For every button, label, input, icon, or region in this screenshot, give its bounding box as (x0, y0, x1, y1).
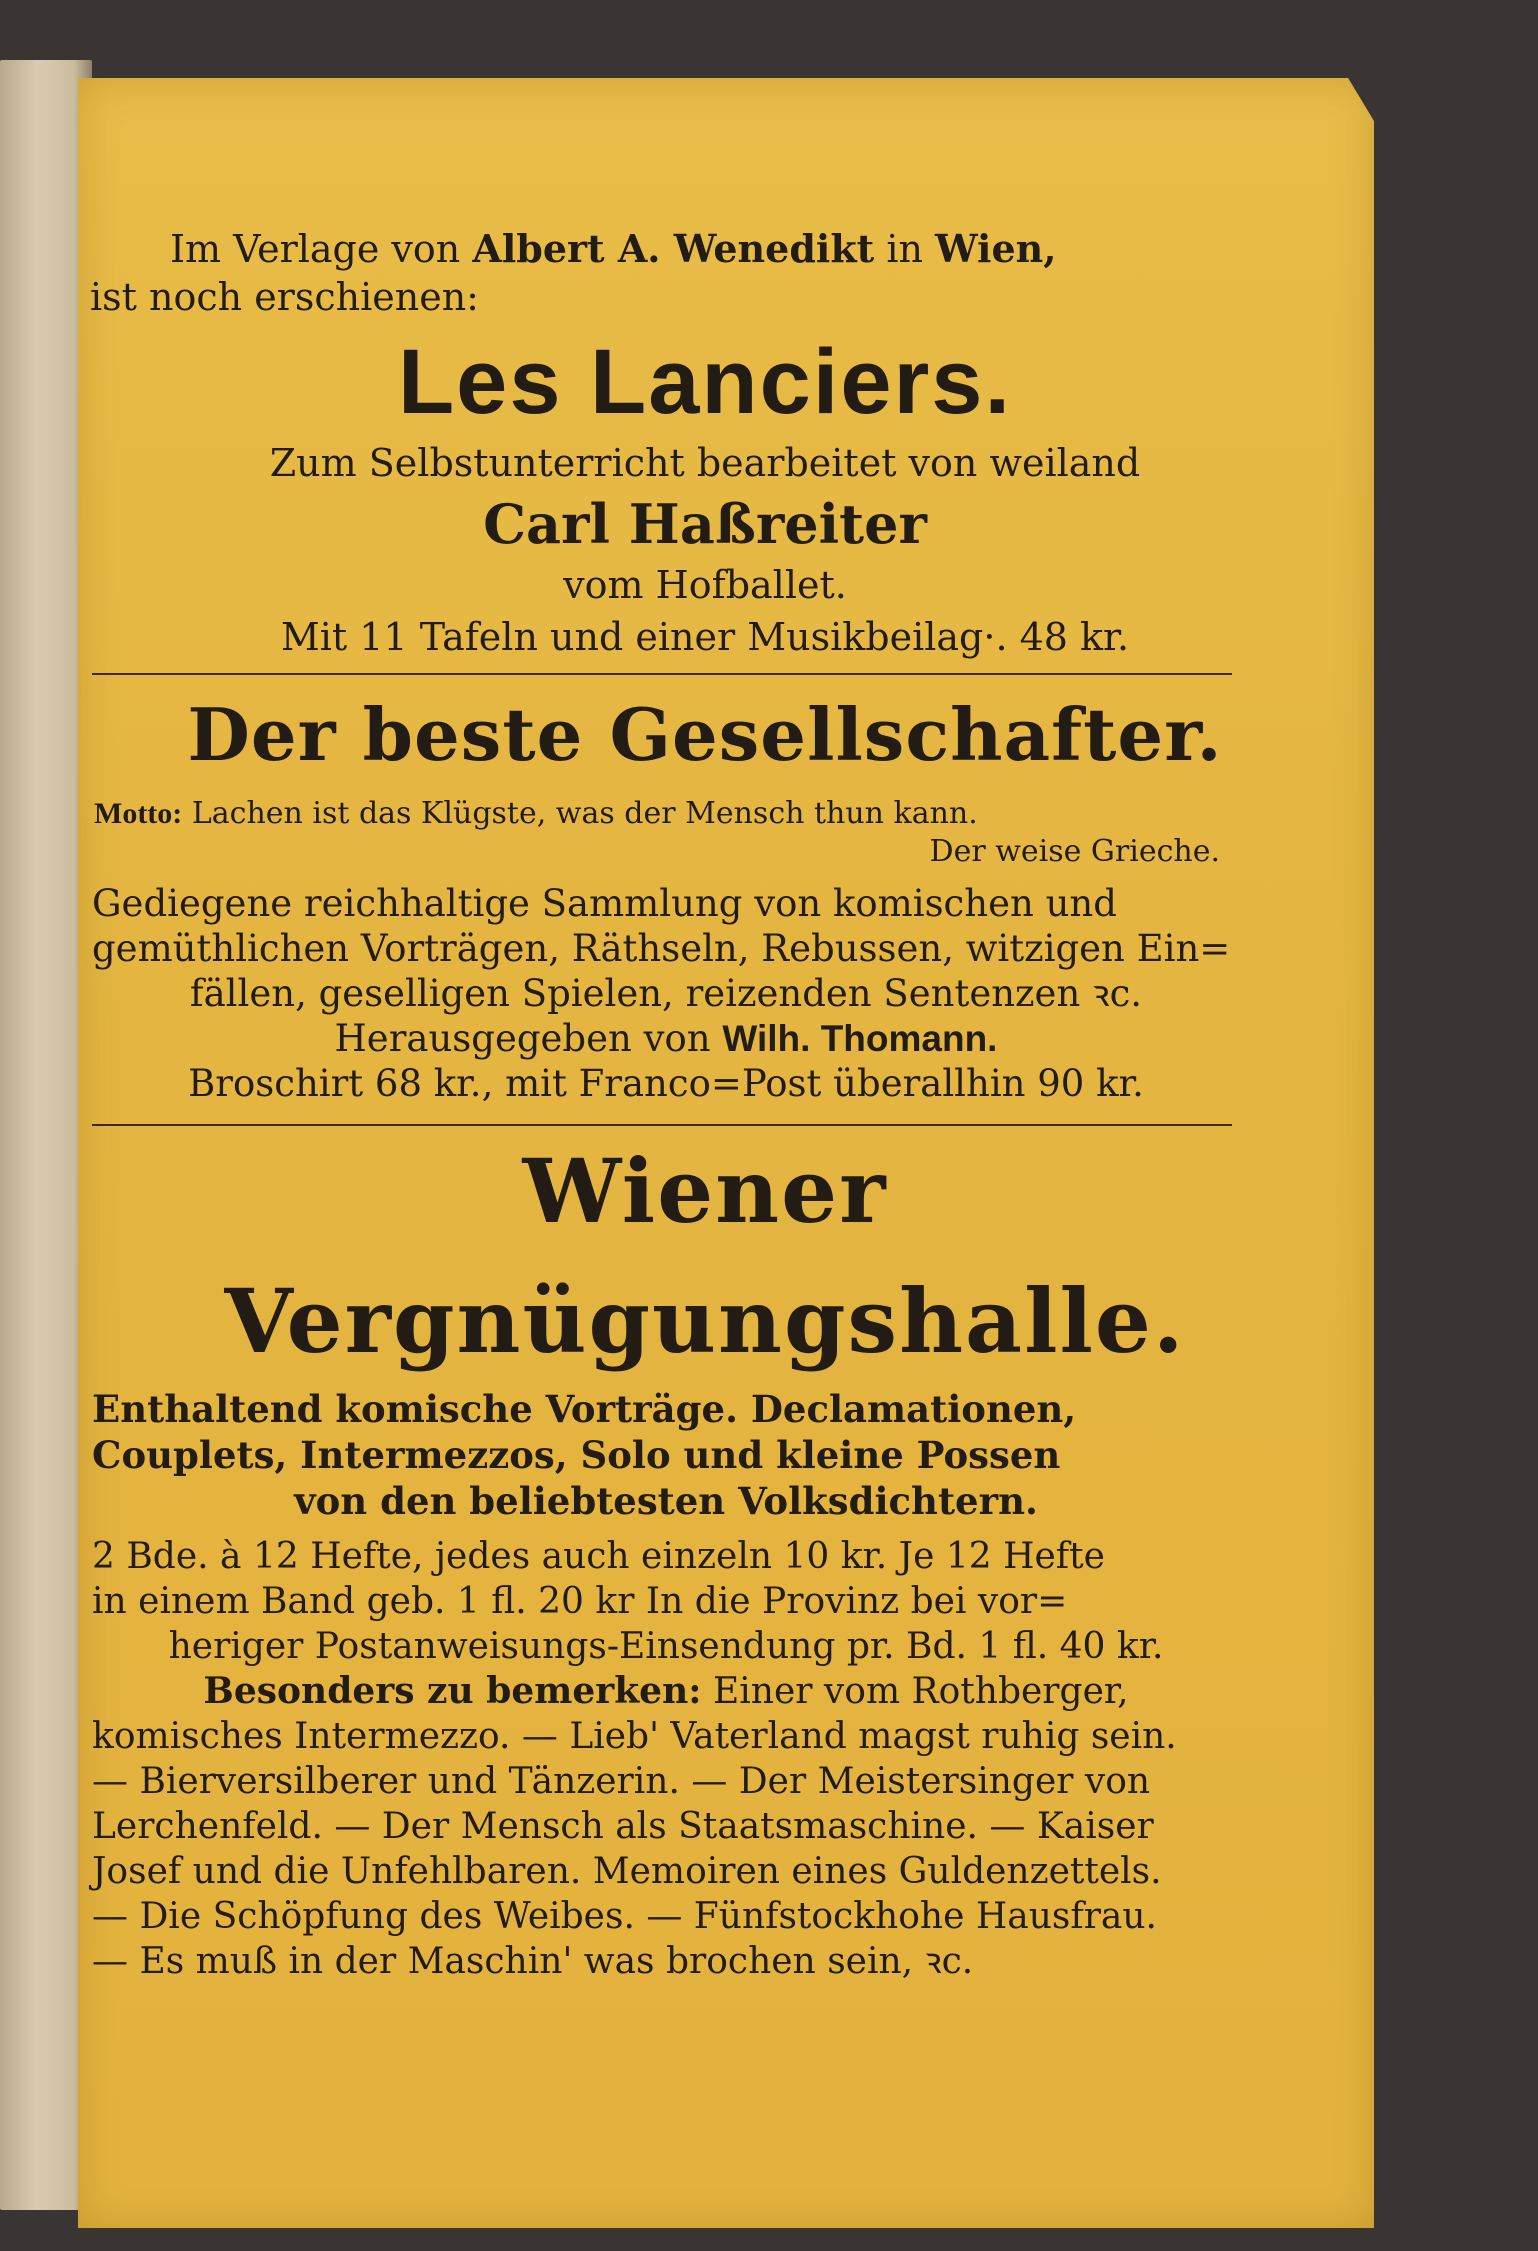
ad1-author-role: vom Hofballet. (563, 563, 847, 607)
ad3-info-line-3: heriger Postanweisungs-Einsendung pr. Bd. 1 fl. 40 kr. (168, 1626, 1164, 1667)
ad3-info-line-1: 2 Bde. à 12 Hefte, jedes auch einzeln 10 kr. Je 12 Hefte (92, 1536, 1105, 1577)
ad3-note-line-2: komisches Intermezzo. — Lieb' Vaterland magst ruhig sein. (92, 1716, 1177, 1757)
ad2-editor-line (92, 1016, 1240, 1061)
ad1-author: Carl Haßreiter (483, 492, 927, 556)
ad2-motto (94, 795, 1240, 833)
ad1-price-line: Mit 11 Tafeln und einer Musikbeilag·. 48 kr. (280, 615, 1130, 659)
ad2-desc-line-3: fällen, geselligen Spielen, reizenden Sentenzen ꝛc. (189, 972, 1143, 1015)
page-content (90, 225, 1240, 1984)
ad1-intro-in: in (886, 227, 923, 271)
ad3-note-label: Besonders zu bemerken: (203, 1670, 702, 1712)
ad3-note-line-3: — Bierversilberer und Tänzerin. — Der Meistersinger von (92, 1761, 1151, 1802)
ad2-desc-line-2: gemüthlichen Vorträgen, Räthseln, Rebussen, witzigen Ein= (92, 927, 1231, 970)
ad3-note-line-1 (92, 1669, 1240, 1714)
ad3-note-line-7: — Es muß in der Maschin' was brochen sein, ꝛc. (92, 1941, 974, 1982)
ad2-price-line: Broschirt 68 kr., mit Franco=Post überallhin 90 kr. (188, 1062, 1144, 1105)
ad2-description (92, 881, 1240, 1106)
ad2-motto-source: Der weise Grieche. (929, 834, 1220, 869)
ad2-desc-line-1: Gediegene reichhaltige Sammlung von komischen und (92, 882, 1117, 925)
ad3-note-line-4: Lerchenfeld. — Der Mensch als Staatsmaschine. — Kaiser (92, 1806, 1154, 1847)
ad3-contents-line-2: Couplets, Intermezzos, Solo und kleine Possen (92, 1433, 1061, 1477)
ad3-info-line-2: in einem Band geb. 1 fl. 20 kr In die Provinz bei vor= (92, 1581, 1068, 1622)
ad3-info (92, 1534, 1240, 1984)
ad1-intro-prefix: Im Verlage von (170, 227, 461, 271)
ad2-title: Der beste Gesellschafter. (187, 692, 1223, 777)
ad3-title: Wiener Vergnügungshalle. (224, 1139, 1186, 1373)
ad3-contents-line-3: von den beliebtesten Volksdichtern. (294, 1479, 1038, 1523)
ad2-motto-label: Motto: (94, 797, 183, 830)
ad1-intro (90, 225, 1240, 321)
ad2-motto-text: Lachen ist das Klügste, was der Mensch thun kann. (191, 796, 978, 831)
ad1-intro-line2: ist noch erschienen: (90, 275, 479, 319)
ad3-contents (92, 1386, 1240, 1524)
ad1-city: Wien, (935, 226, 1057, 271)
ad3-contents-line-1: Enthaltend komische Vorträge. Declamationen, (92, 1387, 1077, 1431)
ad2-editor-prefix: Herausgegeben von (334, 1017, 711, 1060)
ad2-editor: Wilh. Thomann. (722, 1018, 998, 1059)
ad1-title: Les Lanciers. (397, 331, 1013, 433)
ad3-note-line-6: — Die Schöpfung des Weibes. — Fünfstockhohe Hausfrau. (92, 1896, 1157, 1937)
ad3-note-line-5: Josef und die Unfehlbaren. Memoiren eines Guldenzettels. (92, 1851, 1162, 1892)
ad1-subtitle: Zum Selbstunterricht bearbeitet von weiland (269, 441, 1141, 485)
ad3-note-text-1: Einer vom Rothberger, (713, 1671, 1129, 1712)
ad1-publisher: Albert A. Wenedikt (472, 226, 875, 271)
